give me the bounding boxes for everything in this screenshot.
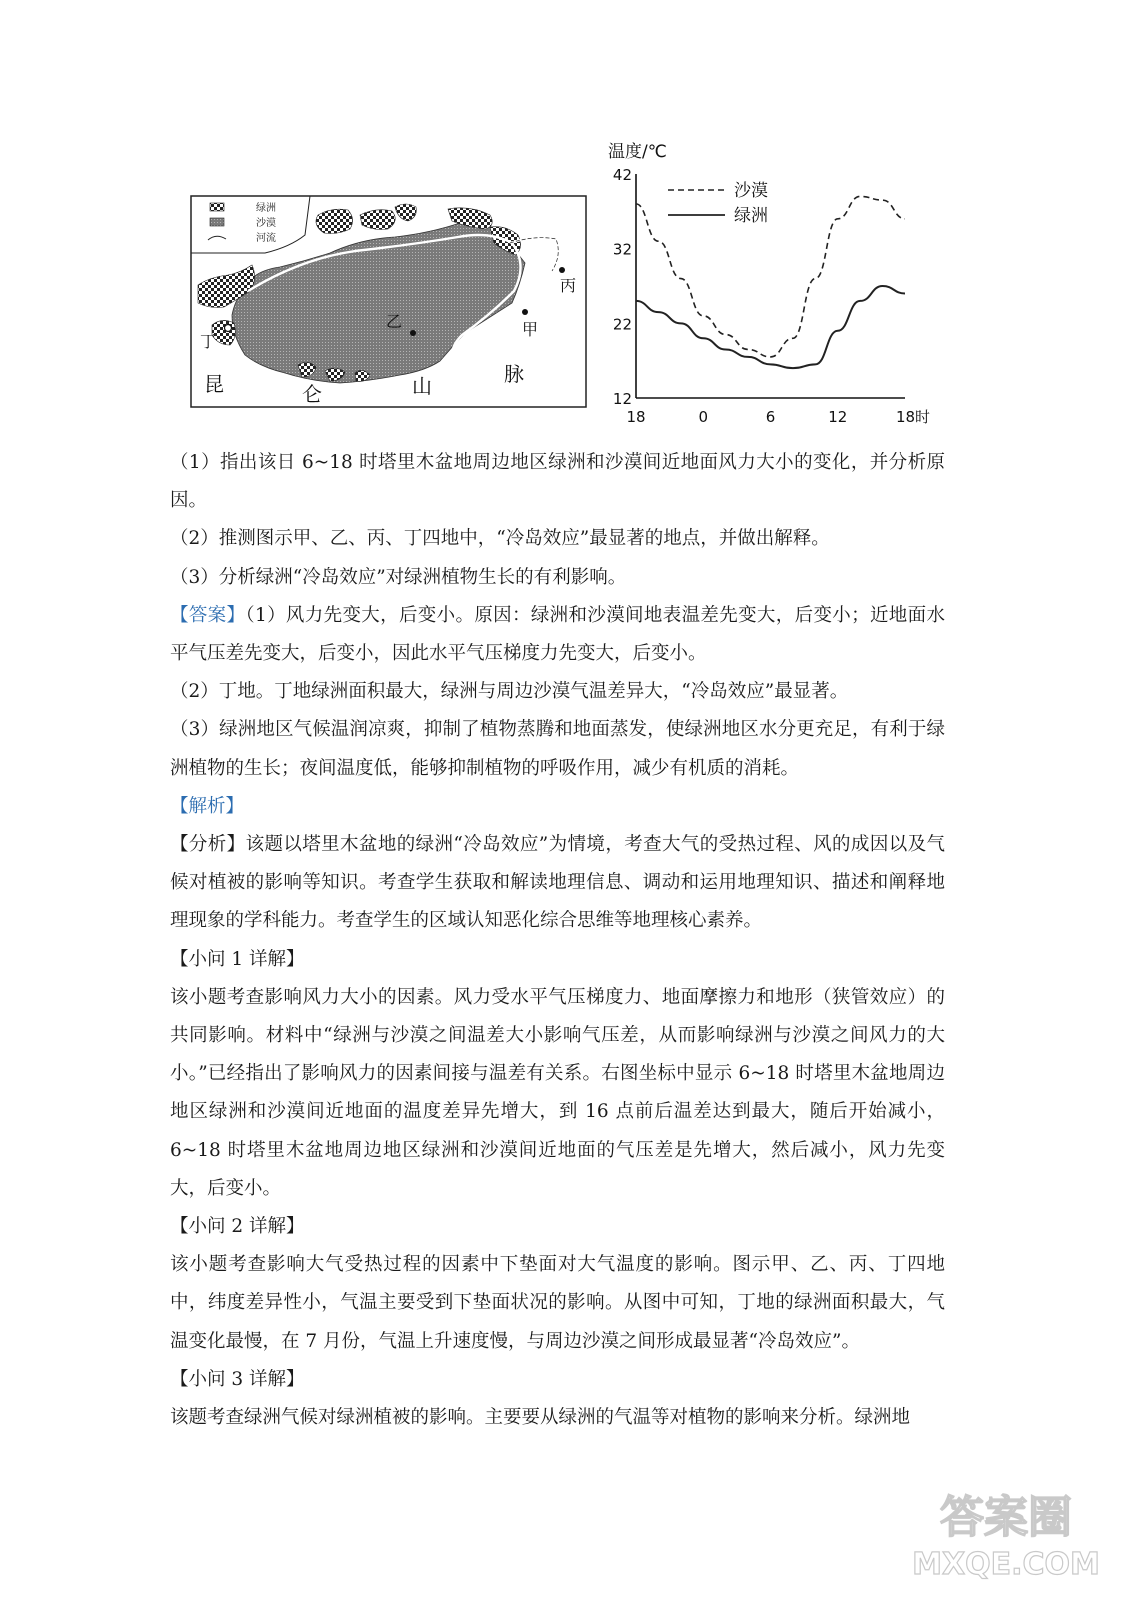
chart-ylabel: 温度/℃ (608, 142, 667, 162)
analysis-summary: 【分析】该题以塔里木盆地的绿洲“冷岛效应”为情境，考查大气的受热过程、风的成因以及气候对植被的影响等知识。考查学生获取和解读地理信息、调动和运用地理知识、描述和阐释地理现象的学科能力。考查学生的区域认知恶化综合思维等地理核心素养。 (170, 834, 945, 932)
watermark-bottom: MXQE.COM (912, 1547, 1100, 1582)
x-tick-label: 18时 (895, 408, 931, 426)
question-1: （1）指出该日 6~18 时塔里木盆地周边地区绿洲和沙漠间近地面风力大小的变化，并分析原因。 (170, 452, 945, 512)
detail-2: 该小题考查影响大气受热过程的因素中下垫面对大气温度的影响。图示甲、乙、丙、丁四地中，纬度差异性小，气温主要受到下垫面状况的影响。从图中可知，丁地的绿洲面积最大，气温变化最慢，在 7 月份，气温上升速度慢，与周边沙漠之间形成最显著“冷岛效应”。 (170, 1254, 945, 1352)
legend-label-desert: 沙漠 (734, 181, 768, 201)
tarim-basin-map (190, 195, 587, 408)
mountain-lun: 仑 (302, 382, 322, 406)
y-tick-label: 12 (612, 390, 632, 408)
x-tick-label: 18 (626, 408, 646, 426)
point-jia: 甲 (522, 320, 539, 339)
temperature-line-chart (600, 138, 960, 430)
series-line-desert (636, 196, 905, 357)
mountain-shan: 山 (412, 374, 432, 398)
answer-label: 【答案】 (170, 604, 246, 626)
chart-legend (668, 181, 768, 226)
x-tick-label: 0 (698, 408, 709, 426)
y-tick-label: 22 (612, 315, 632, 334)
answer-1: 【答案】（1）风力先变大，后变小。原因：绿洲和沙漠间地表温差先变大，后变小；近地面水平气压差先变大，后变小，因此水平气压梯度力先变大，后变小。 (170, 604, 945, 665)
x-tick-label: 12 (828, 408, 848, 426)
answer-2: （2）丁地。丁地绿洲面积最大，绿洲与周边沙漠气温差异大，“冷岛效应”最显著。 (170, 681, 849, 703)
y-tick-label: 42 (612, 166, 632, 184)
mountain-kun: 昆 (204, 372, 224, 396)
point-ding: 丁 (200, 332, 217, 351)
answer-3: （3）绿洲地区气候温润凉爽，抑制了植物蒸腾和地面蒸发，使绿洲地区水分更充足，有利于绿洲植物的生长；夜间温度低，能够抑制植物的呼吸作用，减少有机质的消耗。 (170, 719, 945, 779)
detail-2-title: 【小问 2 详解】 (170, 1216, 305, 1238)
y-tick-label: 32 (612, 240, 632, 259)
mountain-mai: 脉 (504, 362, 524, 386)
detail-3-title: 【小问 3 详解】 (170, 1368, 305, 1390)
point-yi: 乙 (386, 312, 403, 331)
answer-text (170, 444, 945, 1437)
watermark-logo (904, 1482, 1109, 1582)
legend-label-oasis: 绿洲 (734, 206, 768, 226)
question-2: （2）推测图示甲、乙、丙、丁四地中，“冷岛效应”最显著的地点，并做出解释。 (170, 528, 830, 550)
x-tick-label: 6 (765, 408, 776, 426)
legend-desert: 沙漠 (256, 218, 276, 229)
point-bing: 丙 (560, 276, 577, 295)
detail-1: 该小题考查影响风力大小的因素。风力受水平气压梯度力、地面摩擦力和地形（狭管效应）的共同影响。材料中“绿洲与沙漠之间温差大小影响气压差，从而影响绿洲与沙漠之间风力的大小。”已经指出了影响风力的因素间接与温差有关系。右图坐标中显示 6~18 时塔里木盆地周边地区绿洲和沙漠间近地面的温度差异先增大，到 16 点前后温差达到最大，随后开始减小，6~18 时塔里木盆地周边地区绿洲和沙漠间近地面的气压差是先增大，然后减小，风力先变大，后变小。 (170, 986, 945, 1199)
series-line-oasis (636, 286, 905, 368)
legend-river: 河流 (256, 233, 276, 244)
question-3: （3）分析绿洲“冷岛效应”对绿洲植物生长的有利影响。 (170, 566, 627, 588)
analysis-label: 【解析】 (170, 795, 245, 817)
detail-3: 该题考查绿洲气候对绿洲植被的影响。主要要从绿洲的气温等对植物的影响来分析。绿洲地 (170, 1407, 911, 1429)
legend-oasis: 绿洲 (256, 203, 276, 214)
watermark-top: 答案圈 (940, 1492, 1072, 1543)
detail-1-title: 【小问 1 详解】 (170, 948, 305, 970)
